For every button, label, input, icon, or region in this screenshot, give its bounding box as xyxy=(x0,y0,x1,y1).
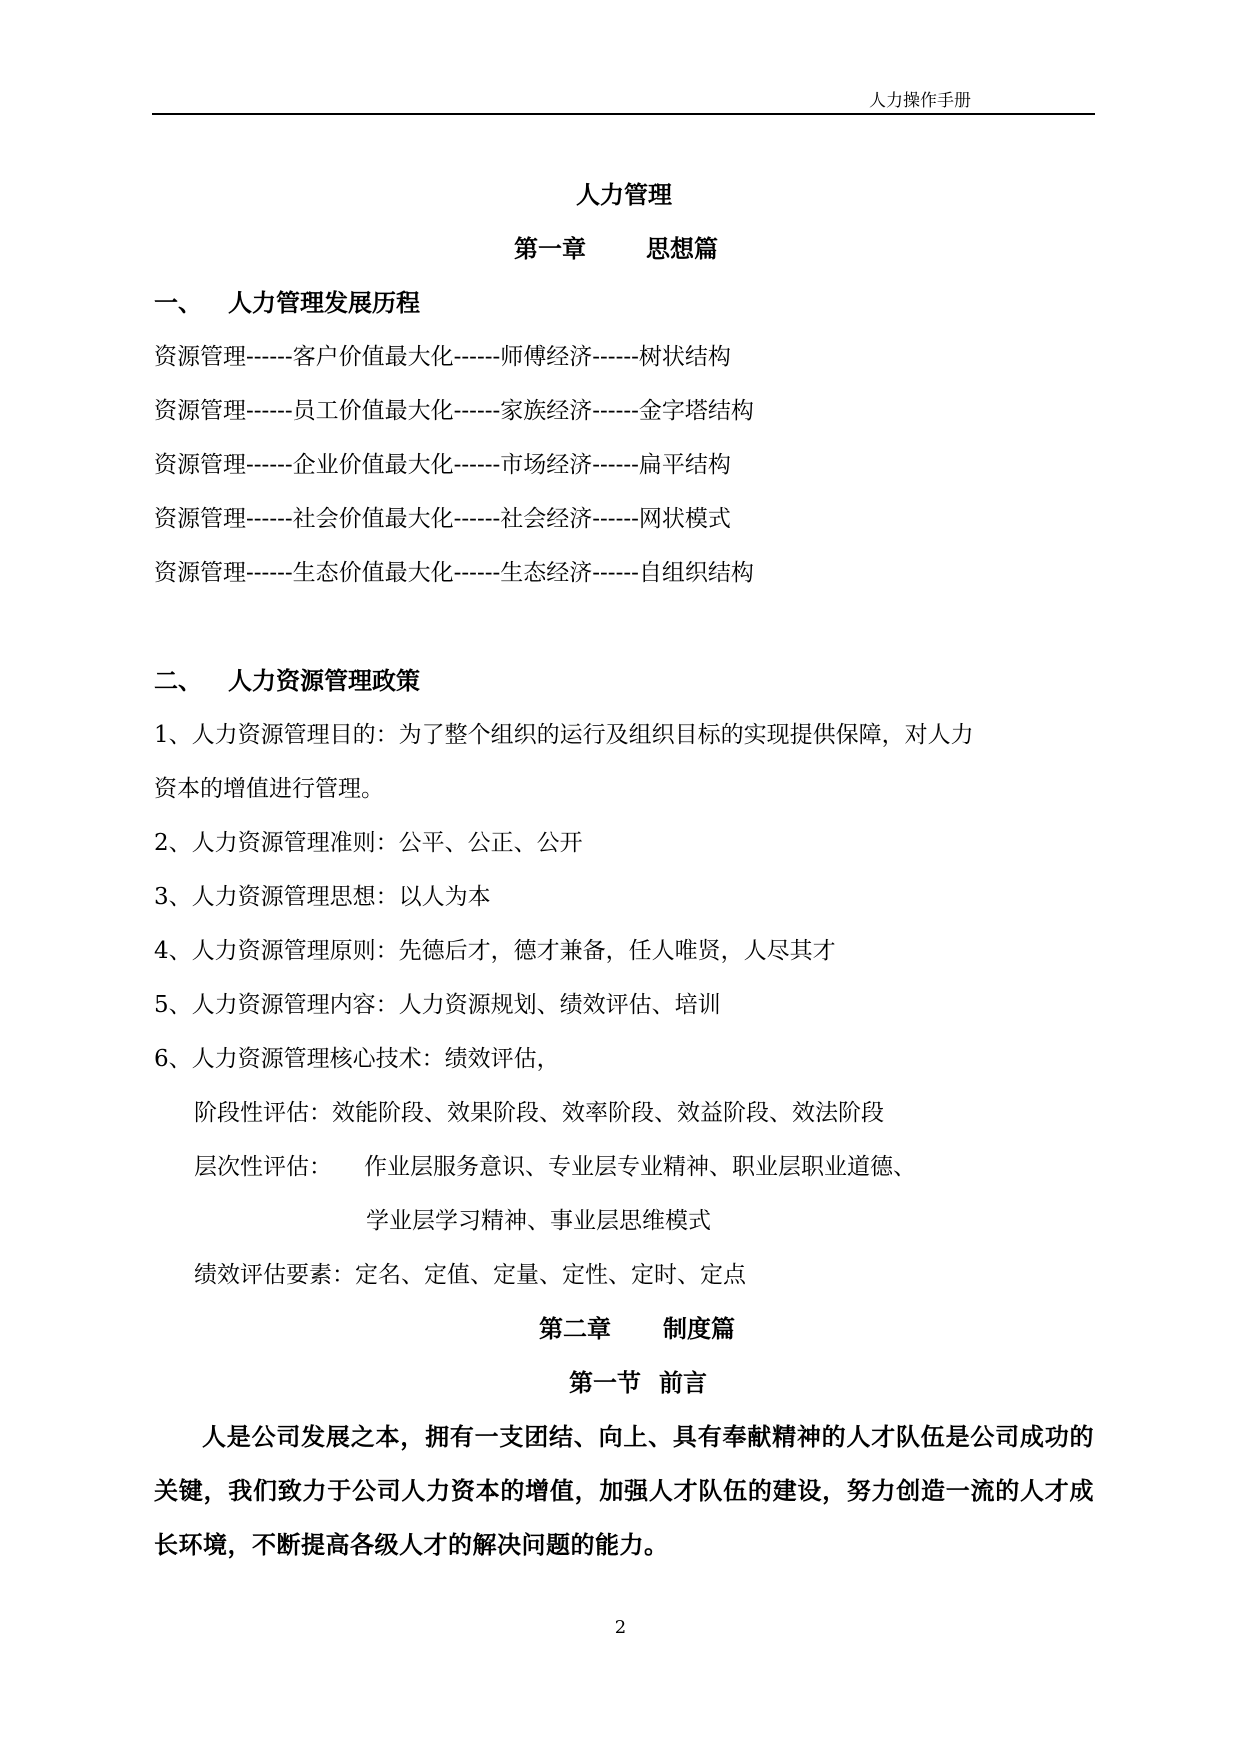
section-1-number: 一、 xyxy=(154,288,202,317)
chapter-2-name: 制度篇 xyxy=(663,1314,735,1343)
level-evaluation-text: 作业层服务意识、专业层专业精神、职业层职业道德、 xyxy=(364,1154,916,1180)
chapter-1-name: 思想篇 xyxy=(646,234,718,263)
policy-item-1-line-1: 1、人力资源管理目的：为了整个组织的运行及组织目标的实现提供保障，对人力 xyxy=(154,722,974,748)
policy-item-2: 2、人力资源管理准则：公平、公正、公开 xyxy=(154,830,583,856)
chapter-1-heading xyxy=(154,222,1094,276)
page-content xyxy=(154,168,1094,1572)
policy-item-6: 6、人力资源管理核心技术：绩效评估， xyxy=(154,1046,560,1072)
chapter-1-label: 第一章 xyxy=(514,234,586,263)
section-1-heading xyxy=(154,276,1094,330)
section-first-label: 第一节 xyxy=(569,1368,641,1397)
section-first-heading xyxy=(154,1356,1094,1410)
running-header: 人力操作手册 xyxy=(869,91,971,111)
chapter-2-label: 第二章 xyxy=(539,1314,611,1343)
document-title: 人力管理 xyxy=(576,180,672,209)
history-line-5: 资源管理------生态价值最大化------生态经济------自组织结构 xyxy=(154,560,754,586)
history-line-4: 资源管理------社会价值最大化------社会经济------网状模式 xyxy=(154,506,731,532)
page-number: 2 xyxy=(614,1617,627,1638)
section-2-heading xyxy=(154,654,1094,708)
section-1-title: 人力管理发展历程 xyxy=(228,288,420,317)
header-rule xyxy=(152,113,1095,115)
history-line-1: 资源管理------客户价值最大化------师傅经济------树状结构 xyxy=(154,344,731,370)
chapter-2-heading xyxy=(154,1302,1094,1356)
policy-item-5: 5、人力资源管理内容：人力资源规划、绩效评估、培训 xyxy=(154,992,721,1018)
preface-paragraph: 人是公司发展之本，拥有一支团结、向上、具有奉献精神的人才队伍是公司成功的关键，我们致力于公司人力资本的增值，加强人才队伍的建设，努力创造一流的人才成长环境，不断提高各级人才的解决问题的能力。 xyxy=(154,1422,1094,1559)
history-line-3: 资源管理------企业价值最大化------市场经济------扁平结构 xyxy=(154,452,731,478)
spacer xyxy=(154,600,1094,654)
level-evaluation-line-2: 学业层学习精神、事业层思维模式 xyxy=(366,1208,711,1234)
section-2-number: 二、 xyxy=(154,666,202,695)
policy-item-1-line-2: 资本的增值进行管理。 xyxy=(154,776,384,802)
stage-evaluation: 阶段性评估：效能阶段、效果阶段、效率阶段、效益阶段、效法阶段 xyxy=(194,1100,884,1126)
level-evaluation-line-1 xyxy=(154,1140,1094,1194)
section-first-name: 前言 xyxy=(659,1368,707,1397)
level-evaluation-label: 层次性评估： xyxy=(194,1154,332,1180)
policy-item-3: 3、人力资源管理思想：以人为本 xyxy=(154,884,491,910)
policy-item-4: 4、人力资源管理原则：先德后才，德才兼备，任人唯贤，人尽其才 xyxy=(154,938,836,964)
history-line-2: 资源管理------员工价值最大化------家族经济------金字塔结构 xyxy=(154,398,754,424)
evaluation-elements: 绩效评估要素：定名、定值、定量、定性、定时、定点 xyxy=(194,1262,746,1288)
section-2-title: 人力资源管理政策 xyxy=(228,666,420,695)
